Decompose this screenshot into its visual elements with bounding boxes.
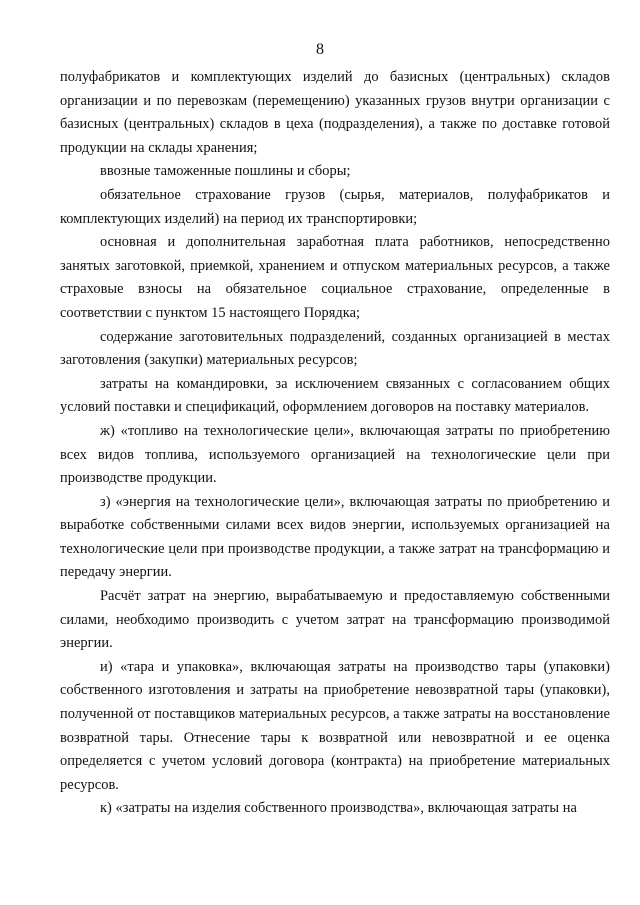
document-body [60, 66, 610, 821]
paragraph-item-k-own-products: к) «затраты на изделия собственного производства», включающая затраты на [100, 800, 577, 817]
paragraph-wages: основная и дополнительная заработная плата работников, непосредственно занятых заготовкой, приемкой, хранением и отпуском материальных ресурсов, а также страховые взносы на обязательное социальное страхование, определенные в соответствии с пунктом 15 настоящего Порядка; [60, 234, 610, 321]
paragraph-item-zh-fuel: ж) «топливо на технологические цели», включающая затраты по приобретению всех видов топлива, используемого организацией на технологические цели при производстве продукции. [60, 422, 610, 487]
paragraph-cargo-insurance: обязательное страхование грузов (сырья, материалов, полуфабрикатов и комплектующих изделий) на период их транспортировки; [60, 186, 610, 227]
paragraph-continuation: полуфабрикатов и комплектующих изделий до базисных (центральных) складов организации и по перевозкам (перемещению) указанных грузов внутри организации с базисных (центральных) складов в цеха (подразделения), а также по доставке готовой продукции на склады хранения; [60, 69, 610, 156]
paragraph-business-trips: затраты на командировки, за исключением связанных с согласованием общих условий поставки и спецификаций, оформлением договоров на поставку материалов. [60, 375, 610, 416]
paragraph-energy-calculation: Расчёт затрат на энергию, вырабатываемую и предоставляемую собственными силами, необходимо производить с учетом затрат на трансформацию производимой энергии. [60, 588, 610, 652]
page-number: 8 [316, 41, 324, 58]
paragraph-procurement-units: содержание заготовительных подразделений, созданных организацией в местах заготовления (закупки) материальных ресурсов; [60, 328, 610, 369]
paragraph-customs-duties: ввозные таможенные пошлины и сборы; [100, 163, 351, 180]
paragraph-item-z-energy: з) «энергия на технологические цели», включающая затраты по приобретению и выработке собственными силами всех видов энергии, используемых организацией на технологические цели при производстве продукции, а также затрат на трансформацию и передачу энергии. [60, 493, 610, 581]
paragraph-item-i-packaging: и) «тара и упаковка», включающая затраты на производство тары (упаковки) собственного изготовления и затраты на приобретение невозвратной тары (упаковки), полученной от поставщиков материальных ресурсов, а также затраты на восстановление возвратной тары. Отнесение тары к возвратной или невозвратной и ее оценка определяется с учетом условий договора (контракта) на приобретение материальных ресурсов. [60, 658, 610, 793]
